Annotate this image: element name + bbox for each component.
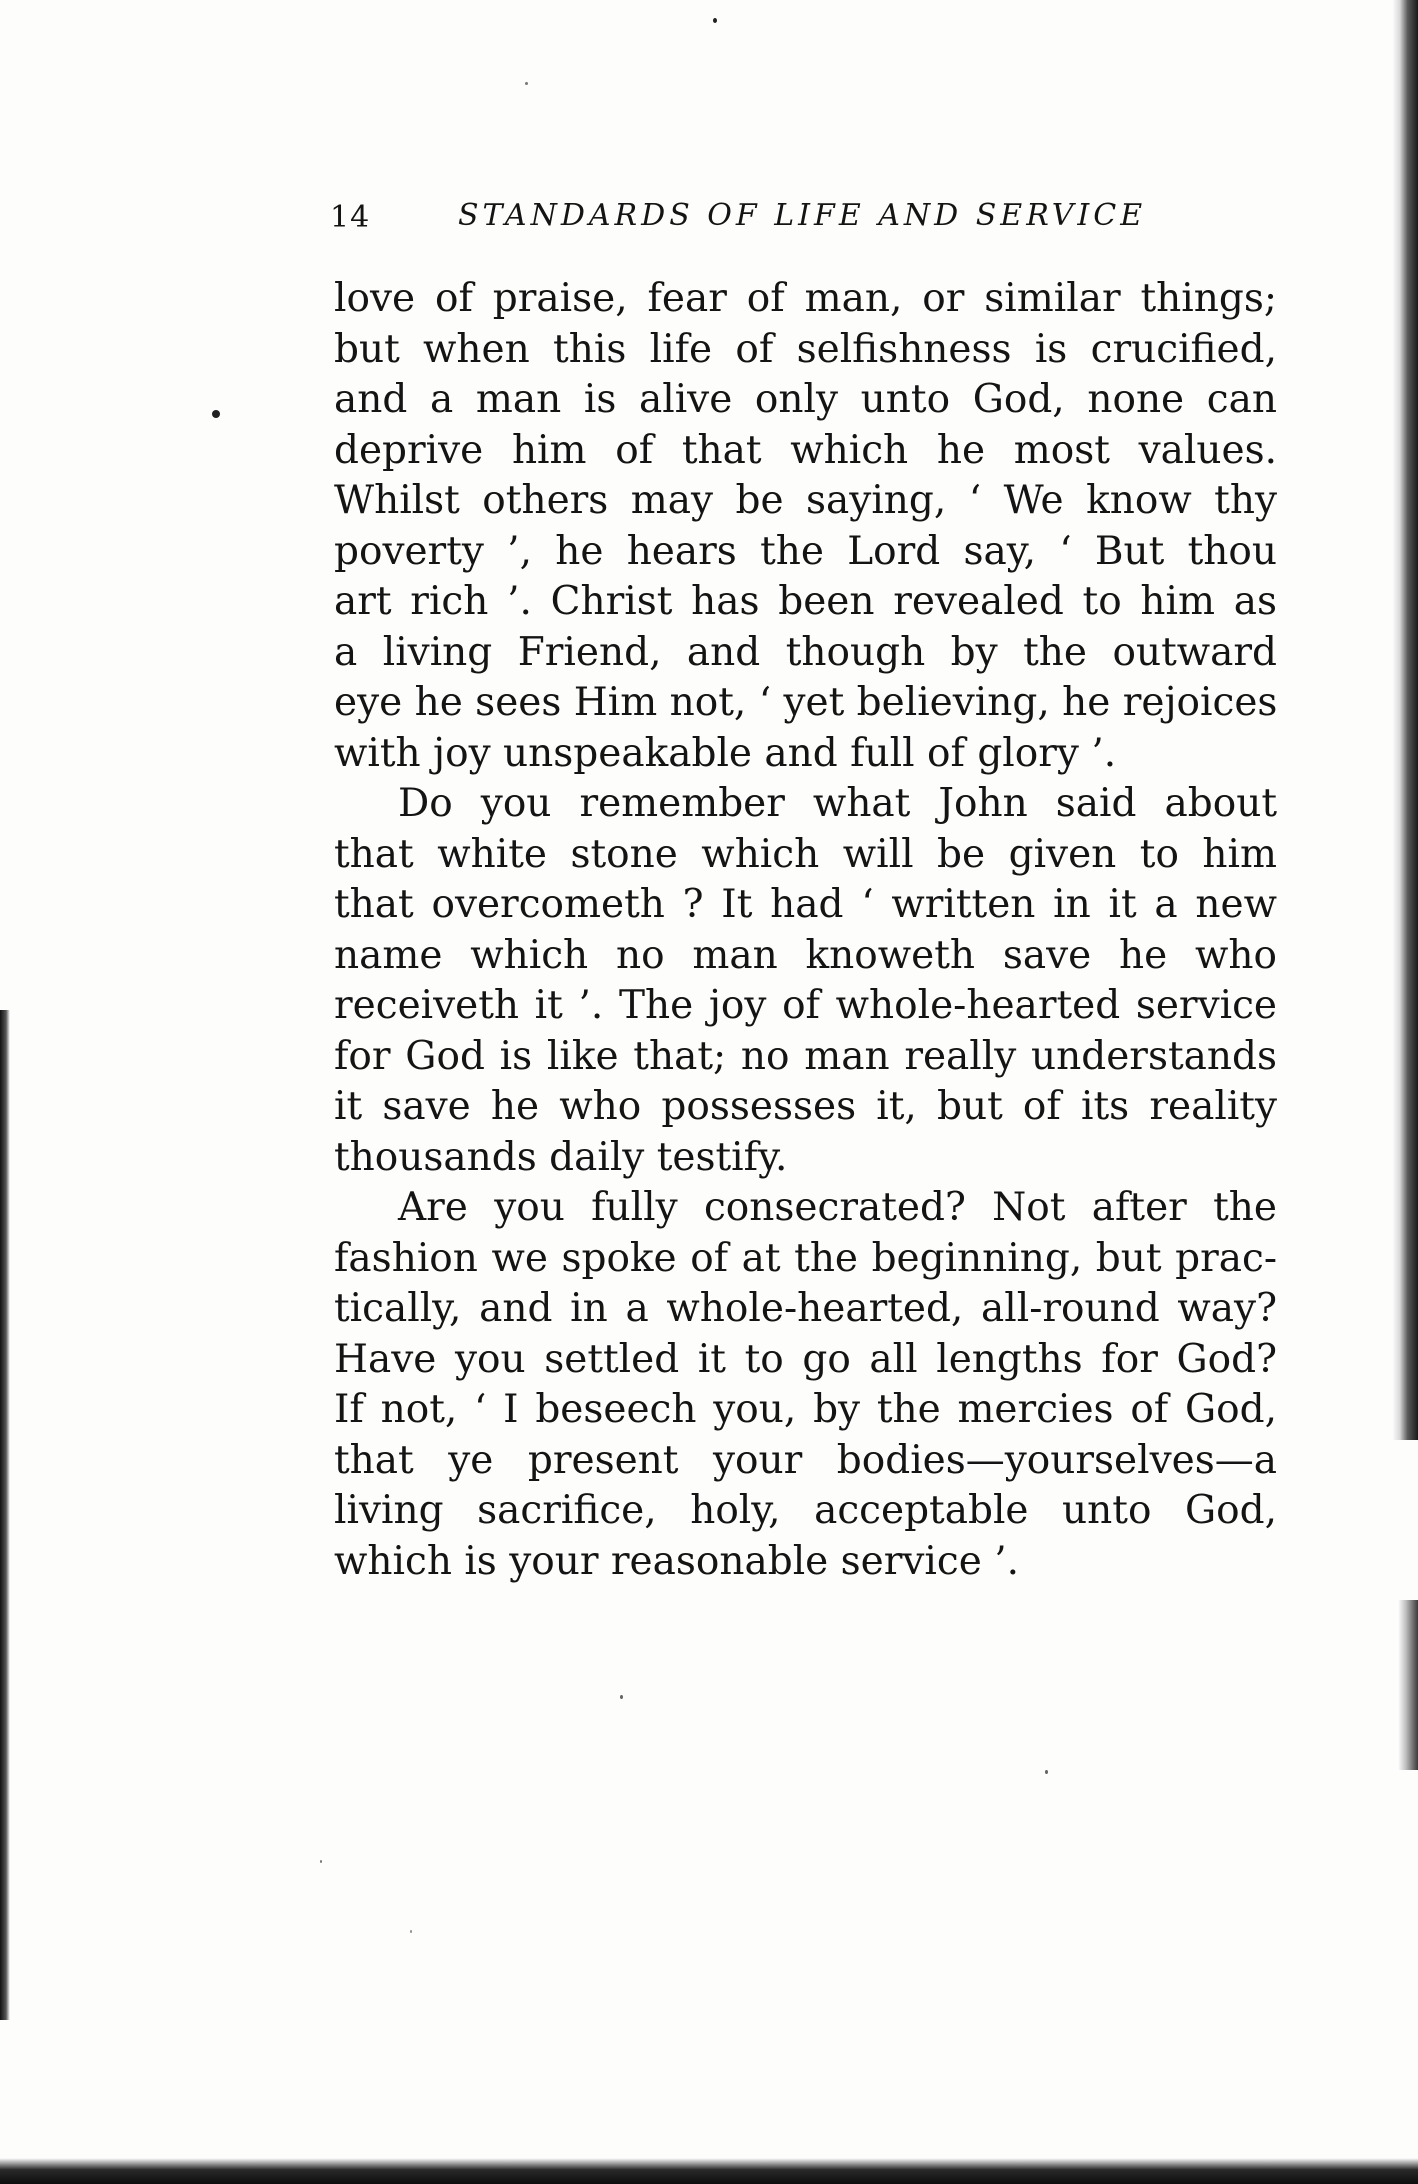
text-line: Have you settled it to go all lengths for God? xyxy=(334,1336,1277,1382)
text-line: Do you remember what John said about xyxy=(398,781,1277,826)
text-line: fashion we spoke of at the beginning, but prac- xyxy=(334,1235,1277,1281)
paragraph xyxy=(334,274,1277,779)
text-line: receiveth it ’. The joy of whole-hearted service xyxy=(334,983,1277,1028)
text-line: If not, ‘ I beseech you, by the mercies of God, xyxy=(334,1387,1277,1432)
paragraph xyxy=(334,1183,1277,1587)
page-bottom-edge xyxy=(0,2158,1418,2184)
text-line: love of praise, fear of man, or similar things; xyxy=(334,276,1277,321)
page-gutter-shadow-lower xyxy=(1398,1600,1418,1770)
text-line: art rich ’. Christ has been revealed to him as xyxy=(334,579,1277,624)
text-line: living sacrifice, holy, acceptable unto God, xyxy=(334,1488,1277,1533)
paragraph xyxy=(334,779,1277,1183)
scan-speck xyxy=(1045,1770,1048,1774)
body-text xyxy=(334,274,1277,1587)
text-line: a living Friend, and though by the outward xyxy=(334,629,1277,675)
text-line: it save he who possesses it, but of its reality xyxy=(334,1084,1277,1129)
text-line: with joy unspeakable and full of glory ’. xyxy=(334,730,1117,776)
text-line: but when this life of selfishness is crucified, xyxy=(334,326,1277,372)
text-line: and a man is alive only unto God, none can xyxy=(334,377,1277,422)
text-line: Are you fully consecrated? Not after the xyxy=(398,1185,1277,1230)
scan-speck xyxy=(410,1930,412,1933)
text-line: for God is like that; no man really understands xyxy=(334,1033,1277,1079)
page-number: 14 xyxy=(330,200,371,235)
running-title: STANDARDS OF LIFE AND SERVICE xyxy=(458,198,1147,233)
text-line: name which no man knoweth save he who xyxy=(334,932,1277,978)
page-left-edge xyxy=(0,1010,10,2020)
text-line: eye he sees Him not, ‘ yet believing, he rejoices xyxy=(334,680,1277,725)
scan-speck xyxy=(713,18,717,23)
running-head xyxy=(330,200,1280,240)
text-line: that overcometh ? It had ‘ written in it a new xyxy=(334,882,1277,927)
text-line: which is your reasonable service ’. xyxy=(334,1538,1019,1584)
scan-speck xyxy=(320,1860,322,1863)
scan-speck xyxy=(620,1695,623,1699)
scan-speck xyxy=(212,410,220,418)
page-gutter-shadow xyxy=(1392,0,1418,1440)
text-line: poverty ’, he hears the Lord say, ‘ But thou xyxy=(334,528,1277,574)
text-line: thousands daily testify. xyxy=(334,1134,788,1180)
text-line: that white stone which will be given to him xyxy=(334,831,1277,877)
text-line: deprive him of that which he most values. xyxy=(334,427,1277,473)
text-line: tically, and in a whole-hearted, all-round way? xyxy=(334,1286,1277,1331)
text-line: Whilst others may be saying, ‘ We know thy xyxy=(334,478,1277,523)
text-line: that ye present your bodies—yourselves—a xyxy=(334,1437,1277,1483)
scan-speck xyxy=(525,82,528,85)
